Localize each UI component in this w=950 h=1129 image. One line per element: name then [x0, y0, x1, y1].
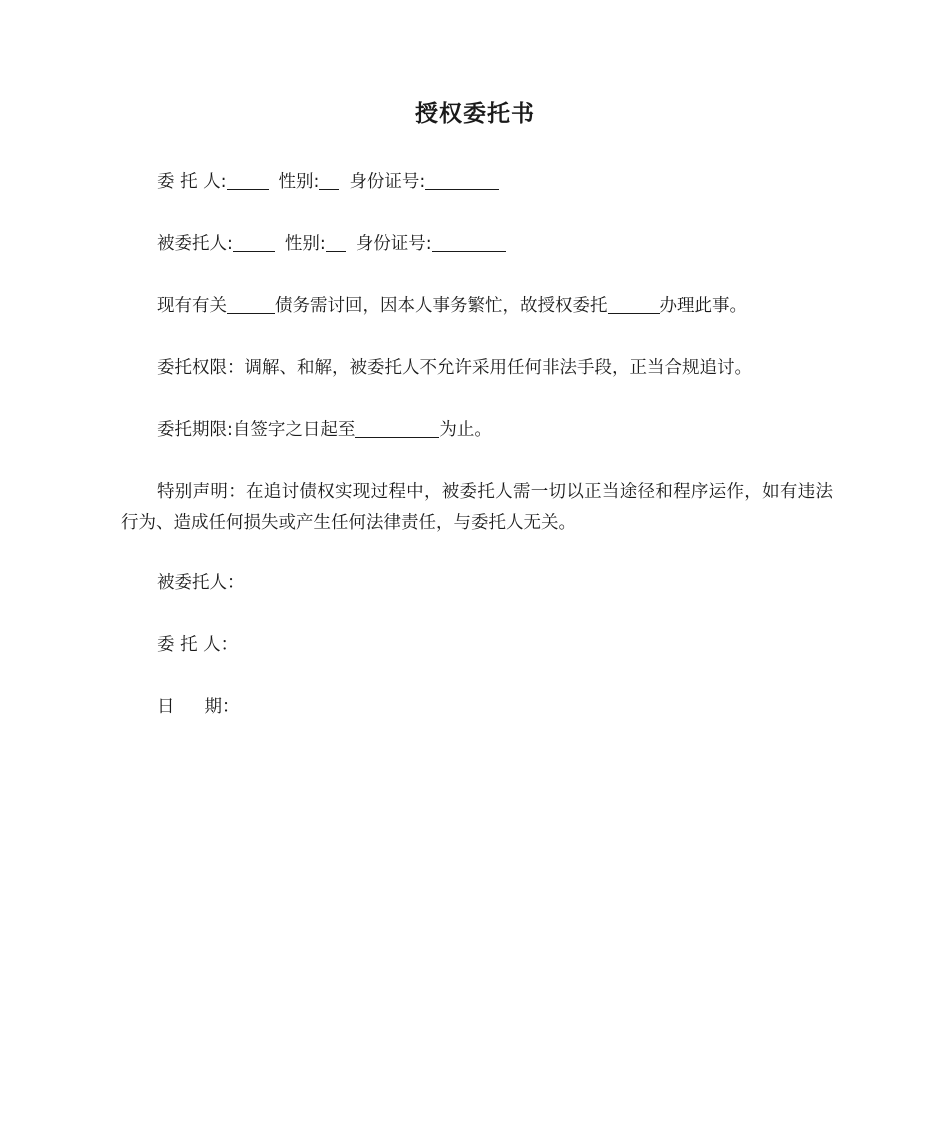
principal-gender-blank — [319, 171, 339, 190]
date-label-1: 日 — [157, 697, 175, 717]
period-text-1: 委托期限:自签字之日起至 — [157, 420, 356, 440]
authority-line: 委托权限：调解、和解，被委托人不允许采用任何非法手段，正当合规追讨。 — [157, 358, 752, 378]
agent-gender-label: 性别: — [284, 234, 326, 254]
period-line — [121, 415, 833, 446]
debtor-blank — [227, 295, 275, 314]
matter-text-1: 现有有关 — [157, 296, 227, 316]
agent-info-line — [121, 229, 833, 260]
matter-line — [121, 291, 833, 322]
agent-handler-blank — [608, 295, 660, 314]
date-line — [121, 692, 833, 723]
principal-gender-label: 性别: — [278, 172, 320, 192]
principal-id-label: 身份证号: — [349, 172, 426, 192]
agent-gender-blank — [326, 233, 346, 252]
principal-id-blank — [425, 171, 499, 190]
matter-text-2: 债务需讨回，因本人事务繁忙，故授权委托 — [275, 296, 608, 316]
agent-id-blank — [432, 233, 506, 252]
principal-label: 委 托 人: — [157, 172, 227, 192]
principal-info-line — [121, 167, 833, 198]
principal-signature-line: 委 托 人： — [157, 635, 239, 655]
end-date-blank — [355, 419, 439, 438]
principal-name-blank — [227, 171, 269, 190]
period-text-2: 为止。 — [439, 420, 492, 440]
agent-signature-line: 被委托人： — [157, 573, 245, 593]
agent-label: 被委托人: — [157, 234, 233, 254]
date-label-2: 期： — [204, 697, 240, 717]
agent-id-label: 身份证号: — [355, 234, 432, 254]
matter-text-3: 办理此事。 — [659, 296, 747, 316]
document-title: 授权委托书 — [415, 101, 535, 127]
special-statement: 特别声明：在追讨债权实现过程中，被委托人需一切以正当途径和程序运作，如有违法行为、造成任何损失或产生任何法律责任，与委托人无关。 — [121, 482, 833, 533]
agent-name-blank — [233, 233, 275, 252]
